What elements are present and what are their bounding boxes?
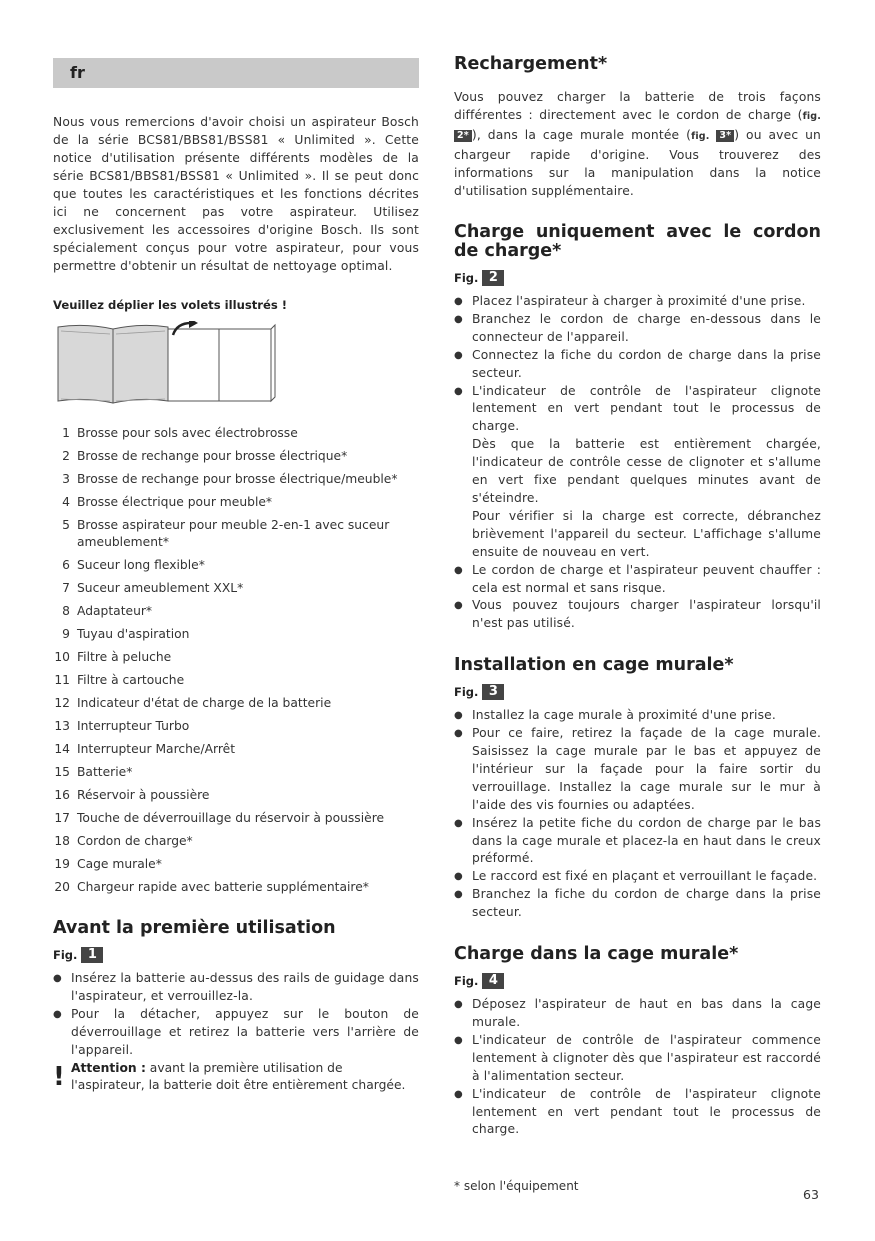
parts-list — [53, 425, 419, 896]
list-item: ● Insérez la petite fiche du cordon de charge par le bas dans la cage murale et placez-la en haut dans le creux préformé. — [454, 815, 821, 869]
list-item: 6 Suceur long flexible* — [62, 558, 205, 572]
language-bar: fr — [53, 58, 419, 88]
list-item: 9 Tuyau d'aspiration — [62, 627, 190, 641]
figure-number-badge: 4 — [482, 973, 504, 989]
list-item: ● Branchez la fiche du cordon de charge dans la prise secteur. — [454, 886, 821, 922]
list-item: ● L'indicateur de contrôle de l'aspirateur clignote lentement en vert pendant tout le processus de charge. Dès que la batterie est entièrement chargée, l'indicateur de contrôle cesse de clignoter et s'allume en vert fixe pendant quelques minutes avant de s'éteindre. Pour vérifier si la charge est correcte, débranchez brièvement l'appareil du secteur. L'affichage s'allume ensuite de nouveau en vert. — [454, 383, 821, 562]
book-foldout-icon — [53, 321, 283, 411]
section-title-cage: Charge dans la cage murale* — [454, 944, 739, 965]
section-title-cordon: Charge uniquement avec le cordon de charge* — [454, 222, 821, 261]
list-item: 14 Interrupteur Marche/Arrêt — [54, 742, 236, 756]
list-item: ● Pour ce faire, retirez la façade de la cage murale. Saisissez la cage murale par le bas et appuyez de l'intérieur sur la façade pour la faire sortir du verrouillage. Installez la cage murale sur le mur à l'aide des vis fournies ou adaptées. — [454, 725, 821, 815]
list-item: 11 Filtre à cartouche — [54, 673, 185, 687]
list-item: 17 Touche de déverrouillage du réservoir à poussière — [54, 811, 385, 825]
figure-number-badge: 2 — [482, 270, 504, 286]
right-column — [454, 55, 821, 1139]
figure-reference: Fig. 4 — [454, 973, 821, 989]
section-title-recharge: Rechargement* — [454, 54, 608, 74]
left-column — [53, 58, 419, 1095]
cage-steps — [454, 996, 821, 1139]
list-item: ● Installez la cage murale à proximité d'une prise. — [454, 707, 821, 725]
list-item: ● Le raccord est fixé en plaçant et verrouillant le façade. — [454, 868, 821, 886]
list-item: 18 Cordon de charge* — [54, 834, 193, 848]
figure-reference: Fig. 2 — [454, 270, 821, 286]
figure-number-badge: 1 — [81, 947, 103, 963]
warning-exclamation-icon: ! — [53, 1061, 65, 1092]
list-item: 15 Batterie* — [54, 765, 133, 779]
list-item: ● L'indicateur de contrôle de l'aspirateur commence lentement à clignoter dès que l'aspirateur est raccordé à l'alimentation secteur. — [454, 1032, 821, 1086]
attention-text: avant la première utilisation de l'aspirateur, la batterie doit être entièrement chargée. — [71, 1060, 406, 1093]
list-item: 2 Brosse de rechange pour brosse électrique* — [62, 449, 348, 463]
list-item: 19 Cage murale* — [54, 857, 162, 871]
list-item: ● Le cordon de charge et l'aspirateur peuvent chauffer : cela est normal et sans risque. — [454, 562, 821, 598]
list-item: 5 Brosse aspirateur pour meuble 2-en-1 avec suceur ameublement* — [62, 518, 390, 549]
list-item: 8 Adaptateur* — [62, 604, 153, 618]
intro-paragraph: Nous vous remercions d'avoir choisi un aspirateur Bosch de la série BCS81/BBS81/BSS81 « Unlimited ». Cette notice d'utilisation présente différents modèles de la série BCS81/BBS81/BSS81 « Unlimited ». Il se peut donc que toutes les caractéristiques et les fonctions décrites ici ne concernent pas votre aspirateur. Utilisez exclusivement les accessoires d'origine Bosch. Ils sont spécialement conçus pour votre aspirateur, pour vous permettre d'obtenir un résultat de nettoyage optimal. — [53, 115, 419, 273]
list-item: ● Insérez la batterie au-dessus des rails de guidage dans l'aspirateur, et verrouillez-la. — [53, 970, 419, 1006]
list-item: ● Vous pouvez toujours charger l'aspirateur lorsqu'il n'est pas utilisé. — [454, 597, 821, 633]
figure-reference: Fig. 3 — [454, 684, 821, 700]
list-item: 12 Indicateur d'état de charge de la batterie — [54, 696, 332, 710]
list-item: ● Branchez le cordon de charge en-dessous dans le connecteur de l'appareil. — [454, 311, 821, 347]
footnote: * selon l'équipement — [454, 1179, 579, 1193]
figure-number-badge: 3* — [716, 130, 734, 142]
list-item: 3 Brosse de rechange pour brosse électrique/meuble* — [62, 472, 398, 486]
list-item: 4 Brosse électrique pour meuble* — [62, 495, 273, 509]
page-number: 63 — [803, 1187, 819, 1202]
attention-note — [53, 1060, 419, 1096]
list-item: ● Placez l'aspirateur à charger à proximité d'une prise. — [454, 293, 821, 311]
list-item: 1 Brosse pour sols avec électrobrosse — [62, 426, 298, 440]
list-item: 10 Filtre à peluche — [54, 650, 172, 664]
avant-steps — [53, 970, 419, 1060]
list-item: ● Connectez la fiche du cordon de charge dans la prise secteur. — [454, 347, 821, 383]
list-item: ● L'indicateur de contrôle de l'aspirateur clignote lentement en vert pendant tout le processus de charge. — [454, 1086, 821, 1140]
list-item: ● Pour la détacher, appuyez sur le bouton de déverrouillage et retirez la batterie vers l'arrière de l'appareil. — [53, 1006, 419, 1060]
list-item: 7 Suceur ameublement XXL* — [62, 581, 244, 595]
figure-reference: Fig. 1 — [53, 947, 419, 963]
cordon-steps — [454, 293, 821, 633]
list-item: 16 Réservoir à poussière — [54, 788, 210, 802]
installation-steps — [454, 707, 821, 922]
figure-number-badge: 2* — [454, 130, 472, 142]
list-item: ● Déposez l'aspirateur de haut en bas dans la cage murale. — [454, 996, 821, 1032]
section-title-avant: Avant la première utilisation — [53, 918, 336, 938]
list-item: 20 Chargeur rapide avec batterie supplémentaire* — [54, 880, 369, 894]
foldout-illustration — [53, 321, 419, 411]
foldout-note: Veuillez déplier les volets illustrés ! — [53, 298, 288, 312]
figure-number-badge: 3 — [482, 684, 504, 700]
recharge-paragraph: Vous pouvez charger la batterie de trois façons différentes : directement avec le cordon de charge (fig. 2* ), dans la cage murale montée (fig. 3* ) ou avec un chargeur rapide d'origine. Vous trouverez des informations sur la manipulation dans la notice d'utilisation supplémentaire. — [454, 90, 821, 198]
section-title-installation: Installation en cage murale* — [454, 655, 734, 676]
attention-label: Attention : — [71, 1060, 146, 1075]
list-item: 13 Interrupteur Turbo — [54, 719, 190, 733]
